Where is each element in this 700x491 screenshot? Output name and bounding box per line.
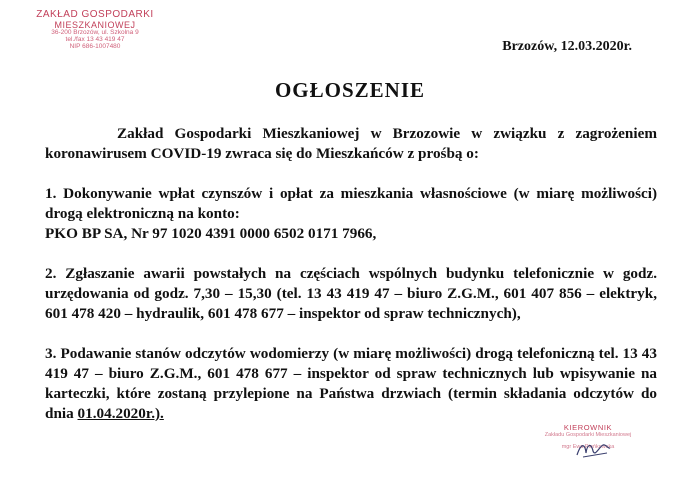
bank-account: PKO BP SA, Nr 97 1020 4391 0000 6502 0171 7966, — [45, 225, 377, 242]
item-3-body: 3. Podawanie stanów odczytów wodomierzy (w miarę możliwości) drogą telefoniczną tel. 13 43 419 47 – biuro Z.G.M., 601 478 677 – inspektor od spraw technicznych lub wpisywanie na karteczki, które zostaną przylepione na Państwa drzwiach (termin składania odczytów do dnia — [45, 345, 657, 422]
stamp-line-2: MIESZKANIOWEJ — [54, 19, 136, 30]
announcement-body — [45, 124, 657, 444]
document-date: Brzozów, 12.03.2020r. — [502, 39, 632, 54]
list-item-1 — [45, 184, 657, 244]
company-stamp — [30, 10, 160, 50]
signature-stamp — [533, 423, 643, 450]
handwritten-signature-icon — [573, 439, 613, 461]
signature-title: KIEROWNIK — [563, 423, 613, 432]
item-1-text: 1. Dokonywanie wpłat czynszów i opłat za mieszkania własnościowe (w miarę możliwości) drogą elektroniczną na konto: — [45, 185, 657, 222]
page-title: OGŁOSZENIE — [274, 78, 426, 102]
list-item-3 — [45, 344, 657, 424]
stamp-line-1: ZAKŁAD GOSPODARKI — [36, 9, 154, 20]
deadline-date: 01.04.2020r.). — [77, 405, 164, 422]
item-3-text — [45, 344, 657, 424]
signature-name: mgr Ewa Pieńkowska — [561, 444, 615, 450]
list-item-2 — [45, 264, 657, 324]
stamp-address: 36-200 Brzozów, ul. Szkolna 9 — [51, 28, 139, 36]
intro-paragraph: Zakład Gospodarki Mieszkaniowej w Brzozowie w związku z zagrożeniem koronawirusem COVID-19 zwraca się do Mieszkańców z prośbą o: — [45, 125, 657, 162]
signature-org: Zakładu Gospodarki Mieszkaniowej — [544, 432, 632, 438]
item-2-text: 2. Zgłaszanie awarii powstałych na częściach wspólnych budynku telefonicznie w godz. urzędowania od godz. 7,30 – 15,30 (tel. 13 43 419 47 – biuro Z.G.M., 601 407 856 – elektryk, 601 478 420 – hydraulik, 601 478 677 – inspektor od spraw technicznych), — [45, 265, 657, 322]
stamp-nip: NIP 686-1007480 — [69, 42, 121, 50]
stamp-phone: tel./fax 13 43 419 47 — [65, 35, 125, 43]
